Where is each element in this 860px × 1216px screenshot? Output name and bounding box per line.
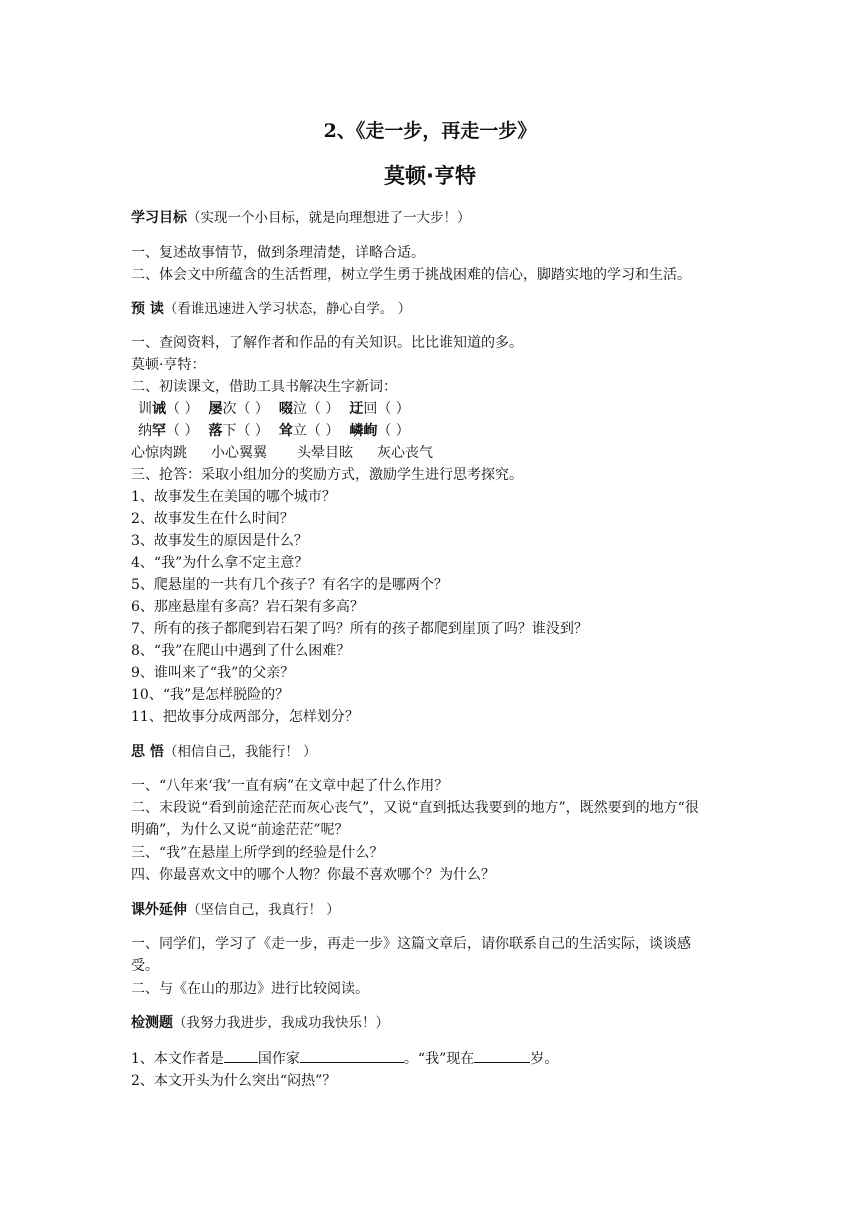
doc-author: 莫顿·亨特: [384, 164, 476, 188]
heading-subtitle: （我努力我进步，我成功我快乐！）: [173, 1015, 389, 1031]
word-char-bold: 诫: [152, 401, 166, 417]
word-char: 泣: [292, 401, 307, 417]
section-heading-extension: [131, 900, 340, 920]
word-blank: （ ）: [377, 401, 410, 417]
question-10: 10、“我”是怎样脱险的？: [131, 687, 290, 703]
heading-text: 检测题: [131, 1015, 173, 1031]
reflect-line-4: 四、你最喜欢文中的哪个人物？你最不喜欢哪个？为什么？: [131, 867, 495, 883]
answer-blank[interactable]: [224, 1048, 258, 1063]
idiom: 头晕目眩: [297, 445, 353, 461]
word-char: 次: [222, 401, 237, 417]
question-7: 7、所有的孩子都爬到岩石架了吗？所有的孩子都爬到崖顶了吗？谁没到？: [131, 621, 588, 637]
heading-text: 预 读: [131, 301, 164, 317]
word-char: 纳: [138, 423, 152, 439]
word-blank: （ ）: [236, 401, 269, 417]
doc-title: 2、《走一步，再走一步》: [323, 120, 537, 142]
heading-text: 学习目标: [131, 210, 187, 226]
heading-subtitle: （看谁迅速进入学习状态，静心自学。 ）: [163, 301, 412, 317]
preread-line-4: 三、抢答：采取小组加分的奖励方式，激励学生进行思考探究。: [131, 467, 523, 483]
word-char: 训: [138, 401, 152, 417]
word-char: 立: [292, 423, 307, 439]
question-3: 3、故事发生的原因是什么？: [131, 533, 308, 549]
reflect-line-1: 一、“八年来‘我’一直有病”在文章中起了什么作用？: [131, 778, 449, 794]
extension-line-1a: 一、同学们，学习了《走一步，再走一步》这篇文章后，请你联系自己的生活实际，谈谈感: [131, 936, 691, 952]
word-row-1: [138, 399, 410, 419]
word-char-bold: 嶙峋: [349, 423, 378, 439]
heading-text: 课外延伸: [131, 902, 187, 918]
test-text: 。“我”现在: [403, 1051, 475, 1067]
test-question-2: 2、本文开头为什么突出“闷热”？: [131, 1073, 337, 1089]
word-char: 下: [222, 423, 237, 439]
section-heading-goals: [131, 208, 471, 228]
word-blank: （ ）: [166, 423, 199, 439]
word-blank: （ ）: [377, 423, 410, 439]
word-blank: （ ）: [236, 423, 269, 439]
section-heading-test: [131, 1013, 389, 1033]
preread-line-2: 莫顿·亨特：: [131, 357, 206, 373]
question-5: 5、爬悬崖的一共有几个孩子？有名字的是哪两个？: [131, 577, 448, 593]
question-8: 8、“我”在爬山中遇到了什么困难？: [131, 643, 351, 659]
reflect-line-3: 三、“我”在悬崖上所学到的经验是什么？: [131, 845, 384, 861]
word-char-bold: 落: [208, 423, 223, 439]
idiom: 灰心丧气: [377, 445, 433, 461]
test-text: 岁。: [530, 1051, 559, 1067]
heading-subtitle: （坚信自己，我真行！ ）: [187, 902, 340, 918]
question-9: 9、谁叫来了“我”的父亲？: [131, 665, 295, 681]
section-heading-preread: [131, 299, 411, 319]
word-char-bold: 屡: [208, 401, 223, 417]
question-2: 2、故事发生在什么时间？: [131, 511, 294, 527]
section-heading-reflect: [131, 742, 317, 762]
reflect-line-2b: 明确”，为什么又说“前途茫茫”呢？: [131, 822, 349, 838]
reflect-line-2a: 二、末段说“看到前途茫茫而灰心丧气”，又说“直到抵达我要到的地方”，既然要到的地方“很: [131, 800, 699, 816]
idiom: 心惊肉跳: [131, 445, 187, 461]
heading-subtitle: （相信自己，我能行！ ）: [163, 744, 317, 760]
heading-text: 思 悟: [131, 744, 164, 760]
word-blank: （ ）: [306, 423, 340, 439]
preread-line-1: 一、查阅资料，了解作者和作品的有关知识。比比谁知道的多。: [131, 335, 523, 351]
idiom: 小心翼翼: [211, 445, 267, 461]
word-blank: （ ）: [306, 401, 340, 417]
question-4: 4、“我”为什么拿不定主意？: [131, 555, 309, 571]
question-6: 6、那座悬崖有多高？岩石架有多高？: [131, 599, 364, 615]
preread-line-3: 二、初读课文，借助工具书解决生字新词：: [131, 379, 397, 395]
extension-line-1b: 受。: [131, 958, 159, 974]
test-text: 1、本文作者是: [131, 1051, 224, 1067]
question-1: 1、故事发生在美国的哪个城市？: [131, 489, 336, 505]
goal-line-1: 一、复述故事情节，做到条理清楚，详略合适。: [131, 245, 425, 261]
word-char-bold: 迂: [349, 401, 364, 417]
idiom-row: [131, 443, 433, 463]
word-char-bold: 啜: [278, 401, 293, 417]
heading-subtitle: （实现一个小目标，就是向理想进了一大步！）: [187, 210, 471, 226]
answer-blank[interactable]: [474, 1048, 530, 1063]
word-char-bold: 罕: [152, 423, 166, 439]
word-char: 回: [363, 401, 378, 417]
word-blank: （ ）: [166, 401, 199, 417]
goal-line-2: 二、体会文中所蕴含的生活哲理，树立学生勇于挑战困难的信心，脚踏实地的学习和生活。: [131, 267, 691, 283]
word-char-bold: 耸: [278, 423, 293, 439]
test-question-1: [131, 1048, 558, 1069]
extension-line-2: 二、与《在山的那边》进行比较阅读。: [131, 981, 369, 997]
test-text: 国作家: [257, 1051, 300, 1067]
question-11: 11、把故事分成两部分，怎样划分？: [131, 709, 359, 725]
word-row-2: [138, 421, 410, 441]
answer-blank[interactable]: [300, 1048, 404, 1063]
